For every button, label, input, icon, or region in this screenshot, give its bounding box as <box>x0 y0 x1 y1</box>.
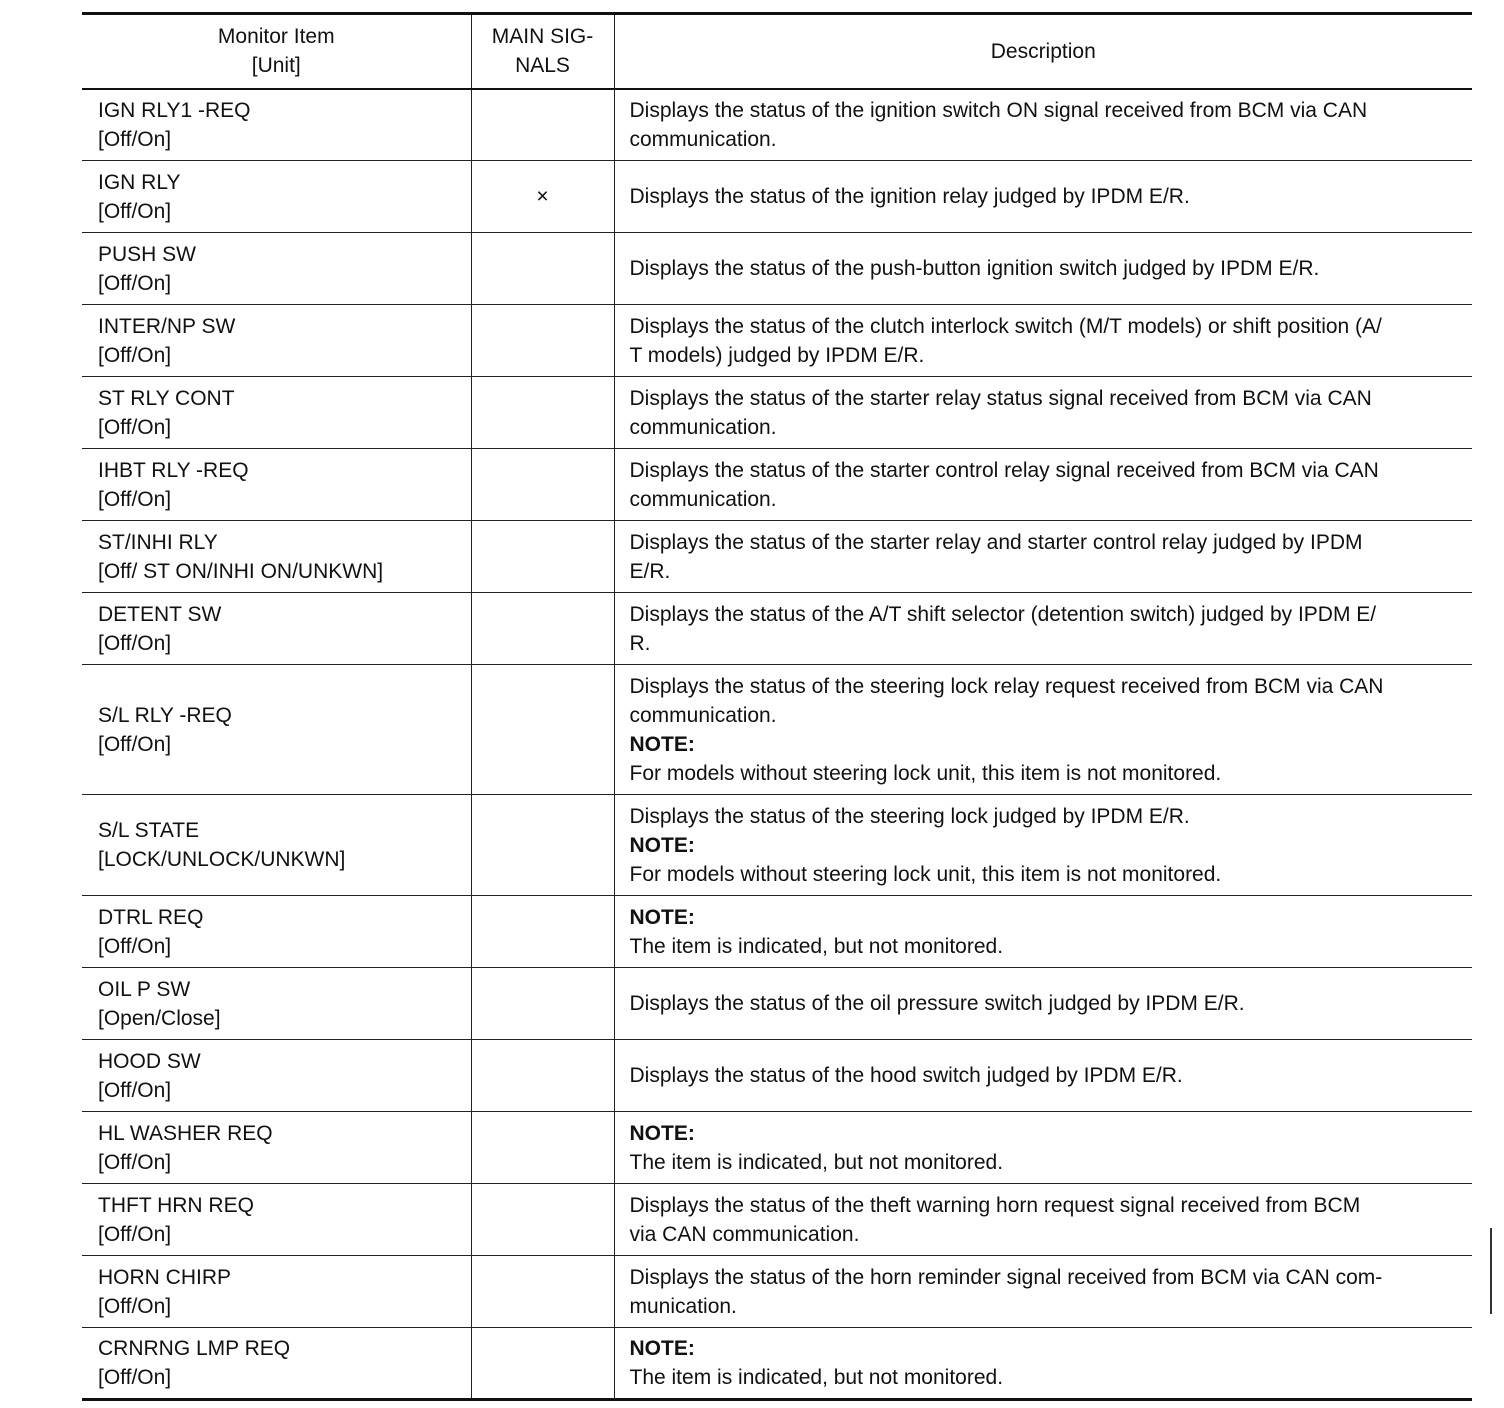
main-signal-cell <box>471 1256 614 1328</box>
description-line: T models) judged by IPDM E/R. <box>629 343 925 367</box>
table-row <box>82 89 1472 161</box>
note-text: For models without steering lock unit, this item is not monitored. <box>629 761 1222 785</box>
monitor-item-name: DTRL REQ <box>98 905 204 929</box>
monitor-item-unit: [Off/On] <box>98 732 172 756</box>
main-signal-cell <box>471 1112 614 1184</box>
monitor-item-unit: [Off/On] <box>98 487 172 511</box>
description-cell <box>614 377 1472 449</box>
note-label: NOTE: <box>629 1337 695 1360</box>
monitor-item-cell <box>82 896 471 968</box>
main-signal-cell <box>471 305 614 377</box>
table-body <box>82 89 1472 1400</box>
description-cell <box>614 1328 1472 1400</box>
monitor-item-name: HOOD SW <box>98 1049 201 1073</box>
description-line: Displays the status of the theft warning horn request signal received from BCM <box>629 1193 1361 1217</box>
main-signal-cell <box>471 795 614 896</box>
table-row <box>82 1112 1472 1184</box>
monitor-item-name: CRNRNG LMP REQ <box>98 1337 291 1360</box>
description-line: communication. <box>629 703 777 727</box>
monitor-item-name: IGN RLY1 -REQ <box>98 98 251 122</box>
monitor-item-unit: [Off/On] <box>98 1150 172 1174</box>
description-cell <box>614 1040 1472 1112</box>
monitor-item-unit: [Open/Close] <box>98 1006 221 1030</box>
description-cell <box>614 1184 1472 1256</box>
description-line: Displays the status of the hood switch judged by IPDM E/R. <box>629 1064 1183 1087</box>
table-row <box>82 1040 1472 1112</box>
header-main-signals <box>471 14 614 89</box>
main-signal-cell: × <box>471 161 614 233</box>
table-row <box>82 593 1472 665</box>
table-row <box>82 968 1472 1040</box>
note-text: The item is indicated, but not monitored. <box>629 1150 1004 1174</box>
note-text: The item is indicated, but not monitored. <box>629 1366 1004 1389</box>
monitor-item-unit: [Off/ ST ON/INHI ON/UNKWN] <box>98 559 384 583</box>
monitor-item-name: ST RLY CONT <box>98 386 235 410</box>
description-line: Displays the status of the starter control relay signal received from BCM via CAN <box>629 458 1379 482</box>
description-cell <box>614 161 1472 233</box>
monitor-item-cell <box>82 89 471 161</box>
monitor-item-name: INTER/NP SW <box>98 314 236 338</box>
description-line: munication. <box>629 1294 737 1318</box>
table-row <box>82 305 1472 377</box>
description-line: Displays the status of the clutch interlock switch (M/T models) or shift position (A/ <box>629 314 1382 338</box>
monitor-item-unit: [Off/On] <box>98 631 172 655</box>
monitor-item-name: HORN CHIRP <box>98 1265 232 1289</box>
monitor-item-unit: [Off/On] <box>98 934 172 958</box>
monitor-item-cell <box>82 1112 471 1184</box>
description-line: Displays the status of the starter relay and starter control relay judged by IPDM <box>629 530 1363 554</box>
monitor-item-cell <box>82 968 471 1040</box>
main-signal-cell <box>471 521 614 593</box>
description-cell <box>614 233 1472 305</box>
table-row <box>82 521 1472 593</box>
table-row <box>82 1328 1472 1400</box>
table-header <box>82 14 1472 89</box>
note-label: NOTE: <box>629 732 695 756</box>
description-line: via CAN communication. <box>629 1222 860 1246</box>
monitor-item-cell <box>82 521 471 593</box>
header-monitor-item-line: Monitor Item <box>217 25 335 49</box>
description-line: Displays the status of the oil pressure switch judged by IPDM E/R. <box>629 992 1245 1015</box>
monitor-item-cell <box>82 1184 471 1256</box>
monitor-item-cell <box>82 449 471 521</box>
description-line: communication. <box>629 127 777 151</box>
monitor-item-unit: [Off/On] <box>98 127 172 151</box>
monitor-item-cell <box>82 665 471 795</box>
monitor-item-unit: [Off/On] <box>98 343 172 367</box>
header-description: Description <box>614 14 1472 89</box>
table-row <box>82 665 1472 795</box>
main-signal-cell <box>471 1328 614 1400</box>
description-cell <box>614 449 1472 521</box>
monitor-item-unit: [Off/On] <box>98 1366 172 1389</box>
monitor-item-name: PUSH SW <box>98 242 197 266</box>
main-signal-cell <box>471 449 614 521</box>
monitor-item-name: OIL P SW <box>98 977 191 1001</box>
monitor-item-name: IHBT RLY -REQ <box>98 458 249 482</box>
description-cell <box>614 1112 1472 1184</box>
monitor-item-unit: [Off/On] <box>98 1222 172 1246</box>
monitor-item-cell <box>82 377 471 449</box>
description-line: Displays the status of the A/T shift selector (detention switch) judged by IPDM E/ <box>629 602 1377 626</box>
main-signal-cell <box>471 968 614 1040</box>
monitor-item-cell <box>82 161 471 233</box>
description-line: Displays the status of the push-button ignition switch judged by IPDM E/R. <box>629 257 1320 280</box>
monitor-item-cell <box>82 1256 471 1328</box>
monitor-item-name: DETENT SW <box>98 602 222 626</box>
description-line: E/R. <box>629 559 671 583</box>
monitor-item-table <box>82 12 1472 1401</box>
monitor-item-unit: [Off/On] <box>98 415 172 439</box>
monitor-item-unit: [Off/On] <box>98 271 172 295</box>
table-row <box>82 1184 1472 1256</box>
main-signal-cell <box>471 665 614 795</box>
description-line: communication. <box>629 487 777 511</box>
monitor-item-cell <box>82 1040 471 1112</box>
description-line: Displays the status of the ignition relay judged by IPDM E/R. <box>629 185 1190 208</box>
description-cell <box>614 968 1472 1040</box>
note-text: The item is indicated, but not monitored. <box>629 934 1004 958</box>
monitor-item-name: ST/INHI RLY <box>98 530 218 554</box>
margin-change-bar <box>1490 1228 1492 1314</box>
description-cell <box>614 89 1472 161</box>
monitor-item-unit: [Off/On] <box>98 1294 172 1318</box>
note-label: NOTE: <box>629 905 695 929</box>
header-main-signals-line: MAIN SIG- <box>491 25 594 49</box>
description-cell <box>614 521 1472 593</box>
description-cell <box>614 593 1472 665</box>
description-line: R. <box>629 631 651 655</box>
monitor-item-cell <box>82 305 471 377</box>
description-cell <box>614 896 1472 968</box>
description-line: Displays the status of the steering lock relay request received from BCM via CAN <box>629 674 1384 698</box>
table-row <box>82 896 1472 968</box>
header-main-signals-line: NALS <box>515 54 570 78</box>
monitor-item-name: IGN RLY <box>98 170 181 194</box>
main-signal-cell <box>471 233 614 305</box>
monitor-item-name: THFT HRN REQ <box>98 1193 254 1217</box>
table-row <box>82 377 1472 449</box>
header-row <box>82 14 1472 89</box>
description-cell <box>614 665 1472 795</box>
description-line: Displays the status of the ignition switch ON signal received from BCM via CAN <box>629 98 1368 122</box>
main-signal-cell <box>471 377 614 449</box>
monitor-item-cell <box>82 795 471 896</box>
description-cell <box>614 305 1472 377</box>
header-monitor-item <box>82 14 471 89</box>
description-line: Displays the status of the starter relay status signal received from BCM via CAN <box>629 386 1372 410</box>
description-cell <box>614 1256 1472 1328</box>
note-label: NOTE: <box>629 1121 695 1145</box>
description-line: Displays the status of the steering lock judged by IPDM E/R. <box>629 804 1190 828</box>
note-text: For models without steering lock unit, this item is not monitored. <box>629 862 1222 886</box>
main-signal-cell <box>471 89 614 161</box>
monitor-item-cell <box>82 593 471 665</box>
header-unit-line: [Unit] <box>251 54 301 78</box>
main-signal-cell <box>471 1184 614 1256</box>
monitor-item-cell <box>82 233 471 305</box>
description-line: Displays the status of the horn reminder signal received from BCM via CAN com- <box>629 1265 1383 1289</box>
main-signal-cell <box>471 896 614 968</box>
main-signal-cell <box>471 593 614 665</box>
monitor-item-cell <box>82 1328 471 1400</box>
table-row <box>82 795 1472 896</box>
table-row <box>82 449 1472 521</box>
table-row <box>82 233 1472 305</box>
table-row <box>82 161 1472 233</box>
main-signal-cell <box>471 1040 614 1112</box>
monitor-item-name: S/L STATE <box>98 819 200 842</box>
monitor-item-unit: [LOCK/UNLOCK/UNKWN] <box>98 848 346 871</box>
monitor-item-name: S/L RLY -REQ <box>98 703 232 727</box>
note-label: NOTE: <box>629 833 695 857</box>
monitor-item-name: HL WASHER REQ <box>98 1121 273 1145</box>
monitor-item-unit: [Off/On] <box>98 199 172 223</box>
description-cell <box>614 795 1472 896</box>
description-line: communication. <box>629 415 777 439</box>
monitor-item-unit: [Off/On] <box>98 1078 172 1102</box>
table-row <box>82 1256 1472 1328</box>
